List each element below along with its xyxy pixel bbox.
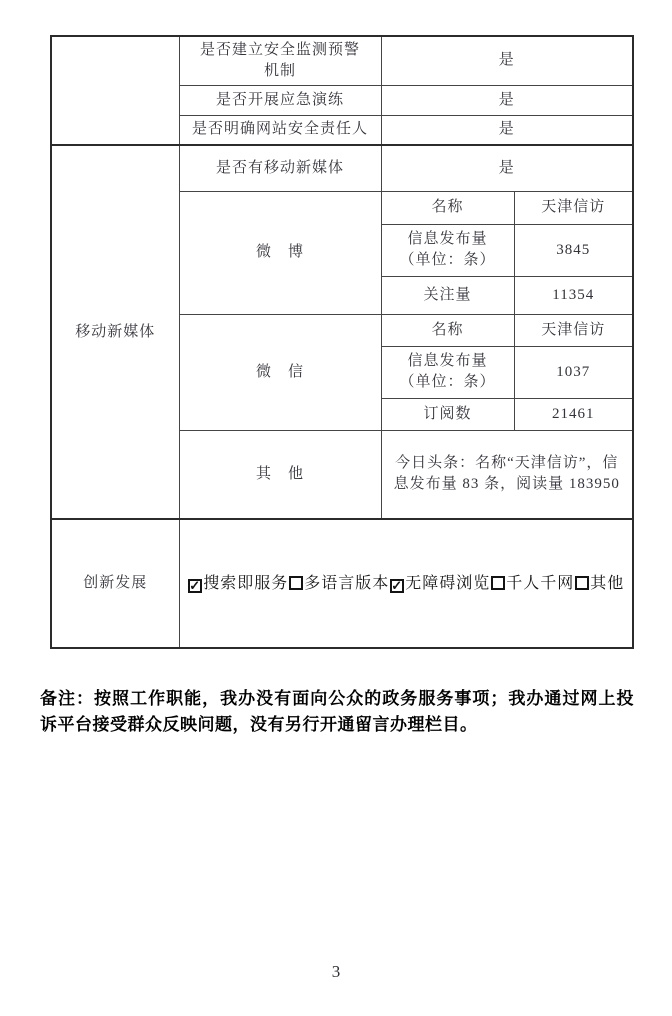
security-question-line1: 是否建立安全监测预警	[199, 41, 360, 58]
security-question-cell: 是否开展应急演练	[179, 85, 381, 115]
checkbox-option-label: 搜索即服务	[203, 575, 289, 592]
security-answer-cell: 是	[381, 115, 633, 145]
metric-label-cell	[381, 346, 514, 398]
security-question-cell: 是否明确网站安全责任人	[179, 115, 381, 145]
metric-label-line2: （单位：条）	[399, 252, 496, 268]
checkbox-icon[interactable]	[491, 576, 505, 590]
security-question-line2: 机制	[263, 62, 296, 79]
footnote-text: 备注：按照工作职能，我办没有面向公众的政务服务事项；我办通过网上投诉平台接受群众反映问题，没有另行开通留言办理栏目。	[40, 689, 634, 734]
metric-label-line1: 信息发布量	[407, 231, 488, 247]
category-cell-mobile-media: 移动新媒体	[51, 145, 179, 519]
metric-value-cell: 21461	[514, 398, 633, 430]
checkbox-icon[interactable]	[575, 576, 589, 590]
checkbox-icon[interactable]	[289, 576, 303, 590]
checkbox-option-label: 其他	[590, 575, 625, 592]
has-mobile-question-cell: 是否有移动新媒体	[179, 145, 381, 191]
security-question-cell	[179, 36, 381, 85]
has-mobile-answer-cell: 是	[381, 145, 633, 191]
innovation-checkbox-row	[186, 573, 627, 594]
other-content-cell: 今日头条：名称“天津信访”，信息发布量 83 条，阅读量 183950	[381, 430, 633, 519]
metric-value-cell: 天津信访	[514, 314, 633, 346]
security-answer-cell: 是	[381, 36, 633, 85]
report-table	[50, 35, 634, 649]
metric-value-cell: 11354	[514, 276, 633, 314]
checkbox-option-label: 无障碍浏览	[405, 575, 491, 592]
checkbox-icon[interactable]: ✓	[189, 578, 202, 593]
security-answer-cell: 是	[381, 85, 633, 115]
metric-label-line2: （单位：条）	[399, 374, 496, 390]
platform-cell-wechat: 微 信	[179, 314, 381, 430]
checkbox-option-label: 多语言版本	[304, 575, 390, 592]
metric-value-cell: 天津信访	[514, 191, 633, 224]
metric-label-line1: 信息发布量	[407, 353, 488, 369]
table-row	[51, 145, 633, 191]
security-category-cell	[51, 36, 179, 145]
innovation-options-cell	[179, 519, 633, 648]
metric-value-cell: 3845	[514, 224, 633, 276]
checkbox-option-label: 千人千网	[506, 575, 575, 592]
checkbox-icon[interactable]: ✓	[391, 578, 404, 593]
metric-label-cell: 名称	[381, 314, 514, 346]
page-number: 3	[331, 962, 341, 981]
table-row	[51, 519, 633, 648]
metric-label-cell	[381, 224, 514, 276]
metric-value-cell: 1037	[514, 346, 633, 398]
metric-label-cell: 关注量	[381, 276, 514, 314]
category-cell-innovation: 创新发展	[51, 519, 179, 648]
platform-cell-weibo: 微 博	[179, 191, 381, 314]
table-row	[51, 36, 633, 85]
platform-cell-other: 其 他	[179, 430, 381, 519]
metric-label-cell: 名称	[381, 191, 514, 224]
metric-label-cell: 订阅数	[381, 398, 514, 430]
